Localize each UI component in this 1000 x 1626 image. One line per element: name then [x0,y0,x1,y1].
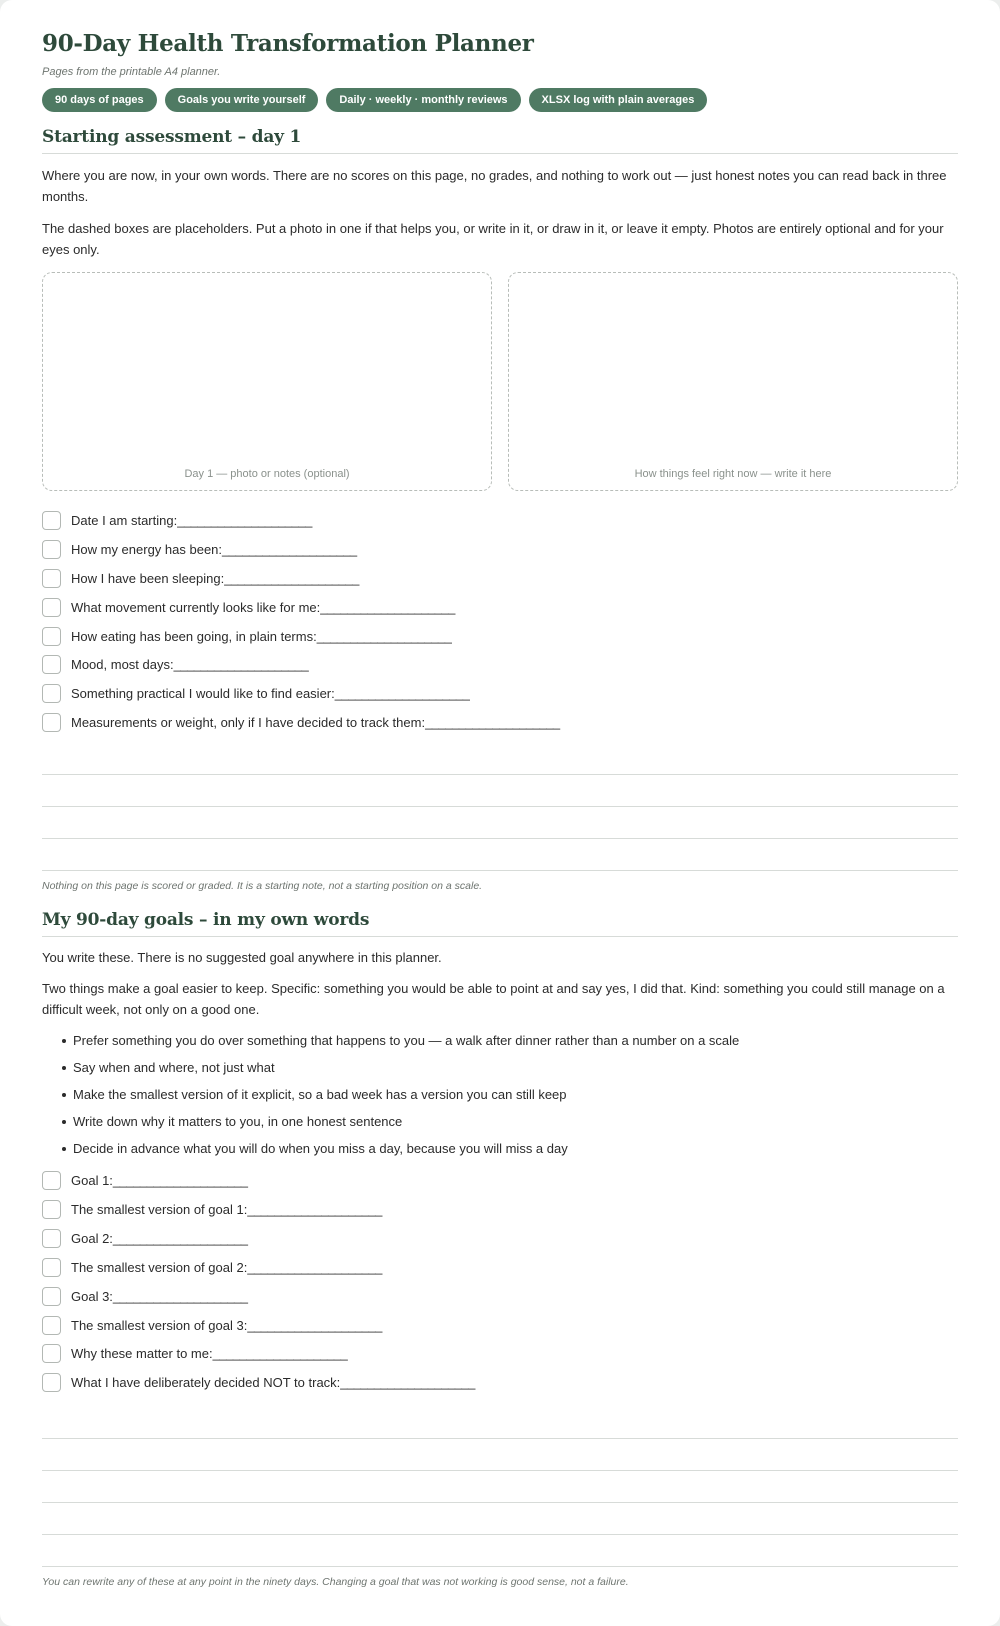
write-in-line[interactable]: ____________________ [222,541,357,557]
writing-line[interactable] [42,775,958,807]
checklist-item [42,622,958,651]
checkbox[interactable] [42,1258,61,1277]
writing-lines [42,743,958,871]
feature-pill: Daily · weekly · monthly reviews [326,88,520,112]
list-item: Write down why it matters to you, in one honest sentence [62,1112,958,1139]
writing-line[interactable] [42,807,958,839]
page-subtitle: Pages from the printable A4 planner. [42,66,221,78]
checklist-item [42,535,958,564]
checklist-item [42,1282,958,1311]
checkbox[interactable] [42,655,61,674]
checkbox[interactable] [42,511,61,530]
write-in-line[interactable]: ____________________ [177,512,312,528]
goals-intro: You write these. There is no suggested goal anywhere in this planner. [42,950,442,966]
write-in-line[interactable]: ____________________ [112,1173,248,1189]
goals-footnote: You can rewrite any of these at any point in the ninety days. Changing a goal that was not working is good sense, not a failure. [42,1576,629,1589]
feature-pill: XLSX log with plain averages [529,88,708,112]
checklist-label: Mood, most days: [71,657,174,673]
checklist-item [42,708,958,737]
goals-checklist [42,1166,958,1397]
checkbox[interactable] [42,540,61,559]
goals-guidance: Two things make a goal easier to keep. Specific: something you would be able to point at and say yes, I did that. Kind: something you could still manage on a difficult week, not only on a good one. [42,981,945,1018]
writing-line[interactable] [42,1439,958,1471]
checkbox[interactable] [42,1287,61,1306]
photo-caption: Day 1 — photo or notes (optional) [184,468,350,480]
checklist-item [42,1311,958,1340]
write-in-line[interactable]: ____________________ [247,1317,382,1333]
checklist-item [42,593,958,622]
checklist-item [42,1368,958,1397]
checklist-item [42,650,958,679]
checklist-label: Measurements or weight, only if I have decided to track them: [71,715,426,731]
writing-line[interactable] [42,1407,958,1439]
checkbox[interactable] [42,713,61,732]
write-in-line[interactable]: ____________________ [316,628,452,644]
checklist-item [42,1253,958,1282]
write-in-line[interactable]: ____________________ [320,599,455,615]
checklist-label: How eating has been going, in plain terms: [71,628,317,644]
write-in-line[interactable]: ____________________ [334,686,470,702]
list-item: Make the smallest version of it explicit, so a bad week has a version you can still keep [62,1085,958,1112]
feature-pills [42,88,958,112]
checkbox[interactable] [42,1171,61,1190]
checklist-label: How I have been sleeping: [71,570,225,586]
checklist-label: Goal 1: [71,1173,113,1189]
list-item: Decide in advance what you will do when you miss a day, because you will miss a day [62,1139,958,1166]
photo-caption: How things feel right now — write it here [634,468,832,480]
placeholder-note: The dashed boxes are placeholders. Put a photo in one if that helps you, or write in it, or draw in it, or leave it empty. Photos are entirely optional and for your eyes only. [42,221,944,257]
write-in-line[interactable]: ____________________ [112,1288,248,1304]
writing-line[interactable] [42,1471,958,1503]
section-heading-goals: My 90-day goals – in my own words [42,910,958,937]
photo-placeholders [42,272,958,491]
checklist-label: Date I am starting: [71,512,178,528]
write-in-line[interactable]: ____________________ [212,1346,348,1362]
checklist-label: Goal 2: [71,1230,113,1246]
write-in-line[interactable]: ____________________ [247,1201,382,1217]
photo-placeholder-day1[interactable] [42,272,492,491]
checklist-label: Why these matter to me: [71,1346,213,1362]
list-item: Say when and where, not just what [62,1058,958,1085]
checkbox[interactable] [42,598,61,617]
checkbox[interactable] [42,1229,61,1248]
checklist-label: The smallest version of goal 3: [71,1317,248,1333]
write-in-line[interactable]: ____________________ [247,1259,382,1275]
checkbox[interactable] [42,1344,61,1363]
writing-line[interactable] [42,1535,958,1567]
checkbox[interactable] [42,1373,61,1392]
writing-lines [42,1407,958,1567]
checkbox[interactable] [42,627,61,646]
checkbox[interactable] [42,1200,61,1219]
checklist-item [42,1339,958,1368]
checklist-item [42,1195,958,1224]
assessment-checklist [42,506,958,737]
checklist-label: The smallest version of goal 2: [71,1259,248,1275]
assessment-intro: Where you are now, in your own words. There are no scores on this page, no grades, and nothing to work out — just honest notes you can read back in three months. [42,168,947,204]
checkbox[interactable] [42,1316,61,1335]
checklist-item [42,1224,958,1253]
checklist-label: Something practical I would like to find easier: [71,686,335,702]
checklist-item [42,506,958,535]
checklist-label: What I have deliberately decided NOT to track: [71,1375,341,1391]
list-item: Prefer something you do over something that happens to you — a walk after dinner rather than a number on a scale [62,1031,958,1058]
checklist-label: The smallest version of goal 1: [71,1201,248,1217]
write-in-line[interactable]: ____________________ [340,1375,475,1391]
checklist-label: Goal 3: [71,1288,113,1304]
write-in-line[interactable]: ____________________ [224,570,359,586]
page-title: 90-Day Health Transformation Planner [42,30,534,57]
feature-pill: Goals you write yourself [165,88,319,112]
checklist-item [42,564,958,593]
photo-placeholder-feelings[interactable] [508,272,958,491]
writing-line[interactable] [42,1503,958,1535]
checklist-label: What movement currently looks like for me: [71,599,321,615]
section-heading-assessment: Starting assessment – day 1 [42,127,958,154]
writing-line[interactable] [42,743,958,775]
writing-line[interactable] [42,839,958,871]
goal-tips-list [42,1031,958,1166]
write-in-line[interactable]: ____________________ [173,657,309,673]
checklist-item [42,1166,958,1195]
feature-pill: 90 days of pages [42,88,157,112]
write-in-line[interactable]: ____________________ [112,1230,248,1246]
checklist-label: How my energy has been: [71,541,223,557]
write-in-line[interactable]: ____________________ [425,715,560,731]
assessment-footnote: Nothing on this page is scored or graded. It is a starting note, not a starting position on a scale. [42,880,483,893]
checklist-item [42,679,958,708]
checkbox[interactable] [42,684,61,703]
checkbox[interactable] [42,569,61,588]
